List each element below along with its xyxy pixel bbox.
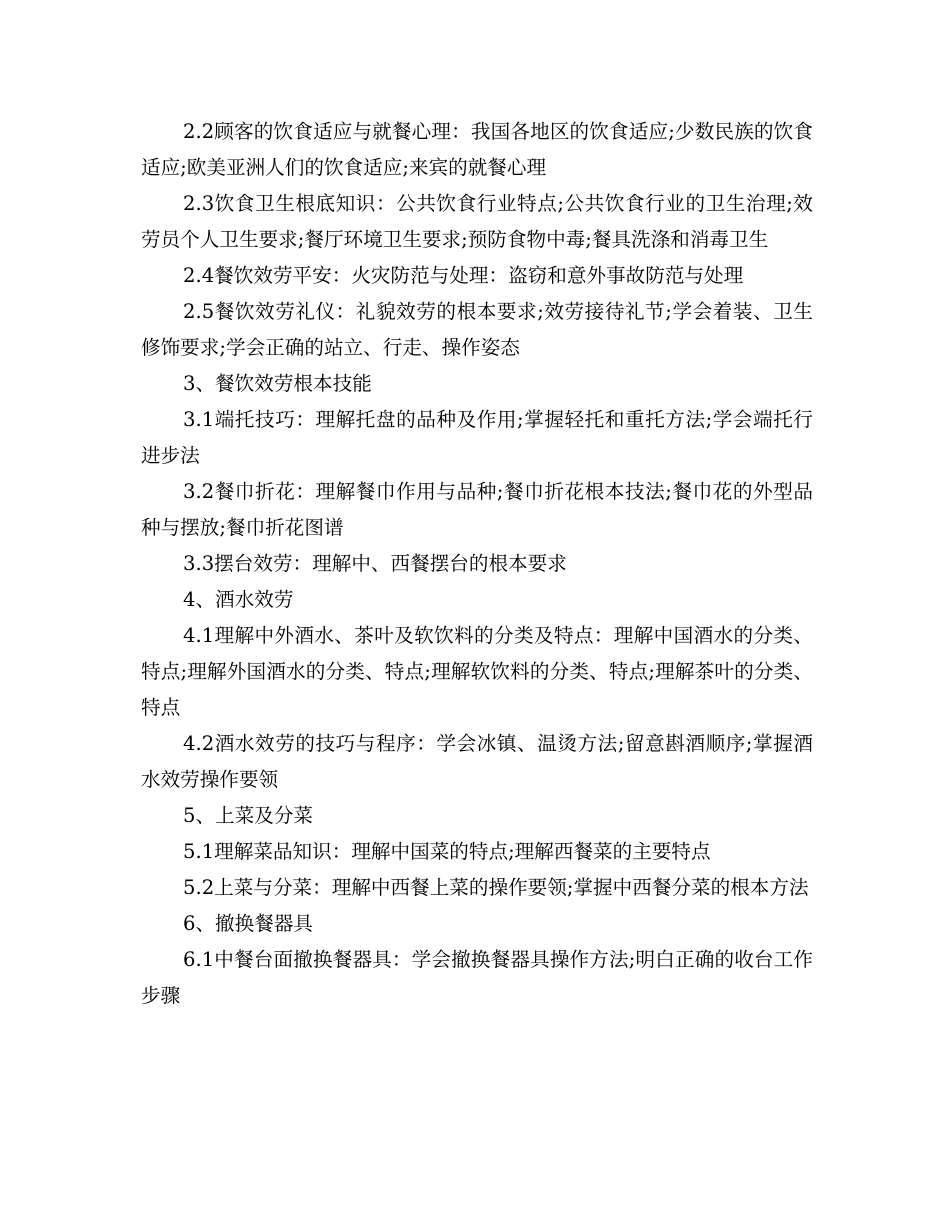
paragraph-2-5: 2.5餐饮效劳礼仪：礼貌效劳的根本要求;效劳接待礼节;学会着装、卫生修饰要求;学会正确的站立、行走、操作姿态: [141, 300, 813, 359]
section-heading-3: 3、餐饮效劳根本技能: [183, 372, 372, 395]
paragraph-3-1: 3.1端托技巧：理解托盘的品种及作用;掌握轻托和重托方法;学会端托行进步法: [141, 408, 813, 467]
paragraph-4-2: 4.2酒水效劳的技巧与程序：学会冰镇、温烫方法;留意斟酒顺序;掌握酒水效劳操作要领: [141, 732, 813, 791]
paragraph-4-1: 4.1理解中外酒水、茶叶及软饮料的分类及特点：理解中国酒水的分类、特点;理解外国酒水的分类、特点;理解软饮料的分类、特点;理解茶叶的分类、特点: [141, 624, 813, 719]
paragraph-2-4: 2.4餐饮效劳平安：火灾防范与处理：盗窃和意外事故防范与处理: [183, 264, 744, 287]
section-heading-6: 6、撤换餐器具: [183, 912, 314, 935]
document-body: [141, 114, 813, 1014]
paragraph-3-3: 3.3摆台效劳：理解中、西餐摆台的根本要求: [183, 552, 567, 575]
paragraph-5-1: 5.1理解菜品知识：理解中国菜的特点;理解西餐菜的主要特点: [183, 840, 711, 863]
paragraph-3-2: 3.2餐巾折花：理解餐巾作用与品种;餐巾折花根本技法;餐巾花的外型品种与摆放;餐巾折花图谱: [141, 480, 813, 539]
section-heading-5: 5、上菜及分菜: [183, 804, 314, 827]
paragraph-6-1: 6.1中餐台面撤换餐器具：学会撤换餐器具操作方法;明白正确的收台工作步骤: [141, 948, 813, 1007]
paragraph-2-2: 2.2顾客的饮食适应与就餐心理：我国各地区的饮食适应;少数民族的饮食适应;欧美亚洲人们的饮食适应;来宾的就餐心理: [141, 120, 813, 179]
paragraph-5-2: 5.2上菜与分菜：理解中西餐上菜的操作要领;掌握中西餐分菜的根本方法: [183, 876, 809, 899]
paragraph-2-3: 2.3饮食卫生根底知识：公共饮食行业特点;公共饮食行业的卫生治理;效劳员个人卫生要求;餐厅环境卫生要求;预防食物中毒;餐具洗涤和消毒卫生: [141, 192, 813, 251]
section-heading-4: 4、酒水效劳: [183, 588, 294, 611]
